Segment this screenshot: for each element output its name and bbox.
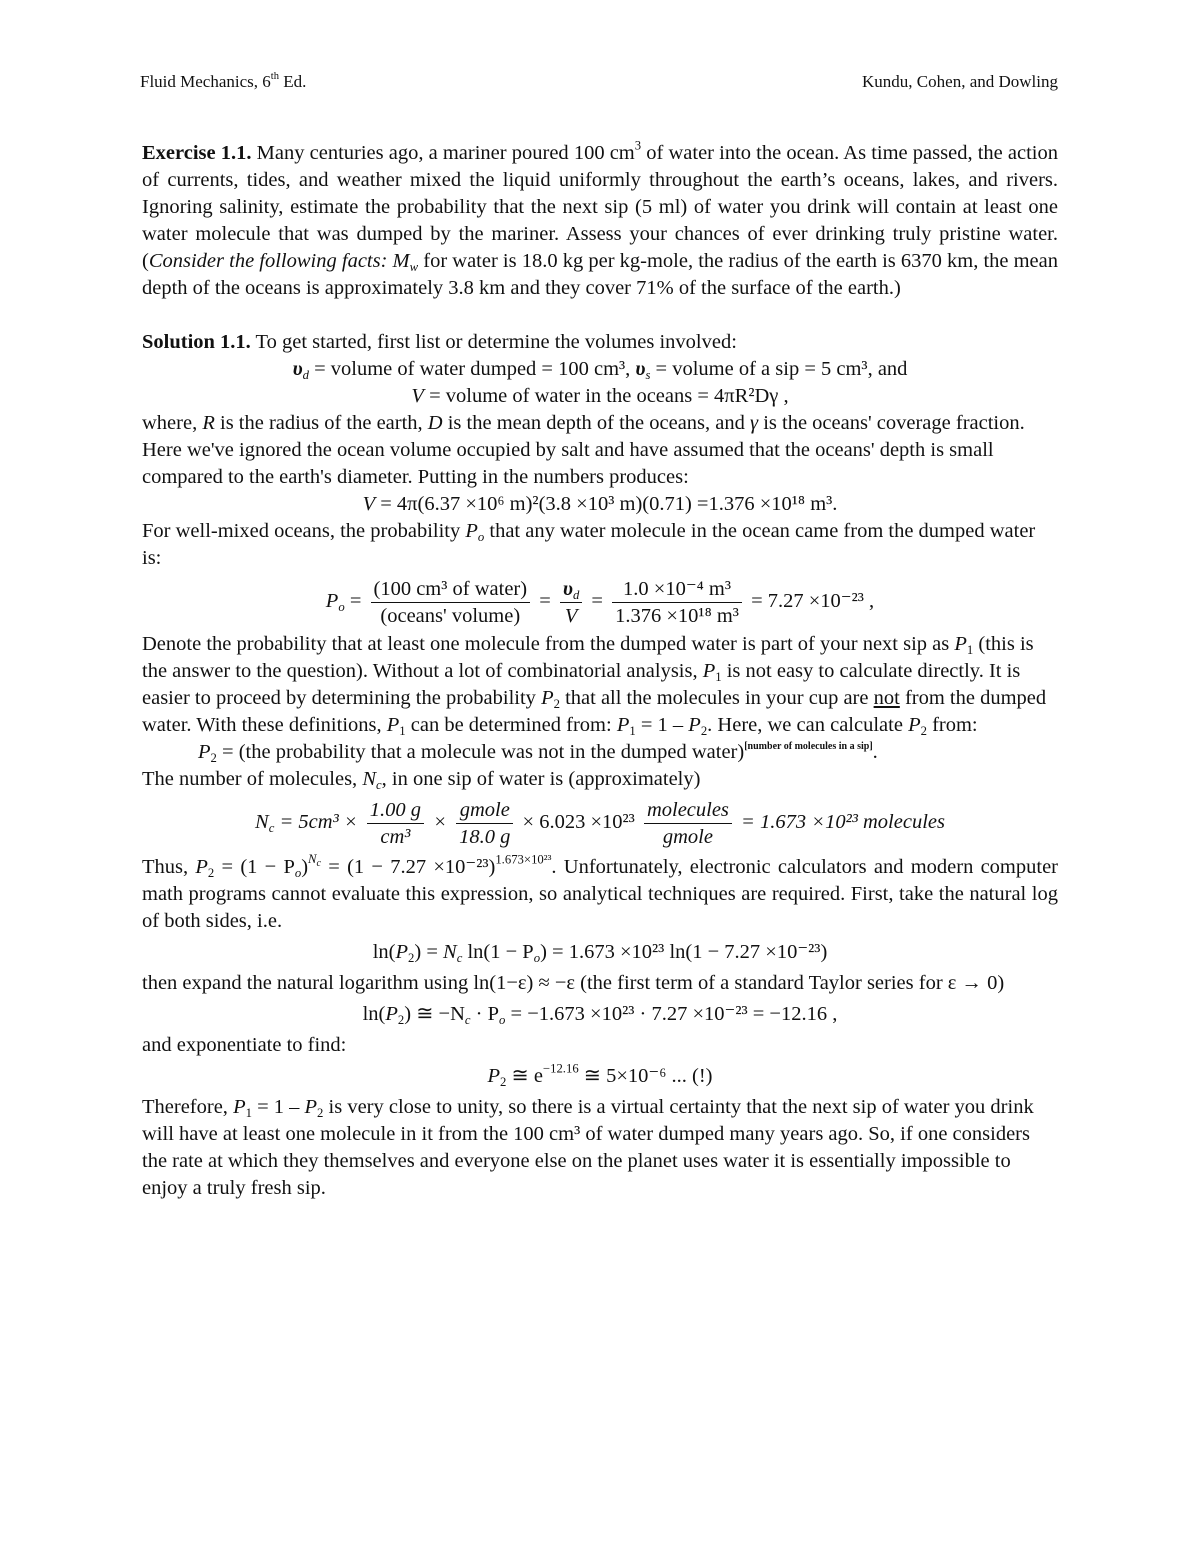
where-paragraph: where, R is the radius of the earth, D is the mean depth of the oceans, and γ is the oceans' coverage fraction. Here we've ignored the ocean volume occupied by salt and have assumed that the oceans' depth is small compared to the earth's diameter. Putting in the numbers produces:	[142, 412, 1025, 488]
equation-p2-definition: $P_2 = (the$ probability that a molecule was not in the dumped water)[number of molecules in a sip].	[198, 741, 878, 765]
equation-p2-result: $P_2$ ≅ $e^{-12.16}$ ≅ 5×10⁻⁶ ... (!)	[487, 1061, 713, 1089]
equation-ocean-volume: V = 4π(6.37 ×10⁶ m)²(3.8 ×10³ m)(0.71) =1.376 ×10¹⁸ m³.	[362, 493, 838, 515]
document-body	[142, 140, 1058, 1202]
equation-ln-p2: $\ln(P_2) = N_c$ $\ln(1 - P_o) = 1.673 \times 10^{23}$ ln(1 − 7.27 ×10⁻²³)	[372, 941, 828, 965]
thus-paragraph: Thus, $P_2 = (1 - P_o)^{N_c} = (1 - 7.27 \times 10^{-23})^{1.673\times 10^{23}}$. Unfortunately, electronic calculators and modern computer math programs cannot evaluate this expression, so analytical techniques are required. First, take the natural log of both sides, i.e.	[142, 852, 1059, 932]
molecule-count-intro: The number of molecules, $N_c$, in one sip of water is (approximately)	[142, 768, 701, 792]
solution-label: Solution 1.1.	[142, 331, 251, 353]
denote-paragraph: Denote the probability that at least one molecule from the dumped water is part of your next sip as $P_1$ (this is the answer to the question). Without a lot of combinatorial analysis, $P_1$ is not easy to calculate directly. It is easier to proceed by determining the probability $P_2$ that all the molecules in your cup are not from the dumped water. With these definitions, $P_1$ can be determined from: $P_1 = 1 - P_2$. Here, we can calculate $P_2$ from:	[142, 633, 1047, 738]
equation-molecule-count: $N_c = 5cm^3$ × $\frac{1.00 g}{\text{cm³}}$ × $\frac{\text{gmole}}{18.0 g}$ × 6.023 ×10²³ $\frac{\text{molecules}}{\text{gmole}}$ = 1.673 ×10²³ molecules	[255, 799, 945, 848]
exponentiate-line: and exponentiate to find:	[142, 1034, 347, 1056]
header-authors: Kundu, Cohen, and Dowling	[862, 72, 1058, 91]
well-mixed-paragraph: For well-mixed oceans, the probability $P_o$ that any water molecule in the ocean came from the dumped water is:	[142, 520, 1036, 569]
solution-intro: Solution 1.1. To get started, first list or determine the volumes involved:	[142, 331, 737, 353]
volume-definitions: $\upsilon_d$ = volume of water dumped = 100 cm³, $\upsilon_s$ = volume of a sip = 5 cm³, and	[292, 358, 908, 382]
exercise-label: Exercise 1.1.	[142, 142, 252, 164]
expand-paragraph: then expand the natural logarithm using ln(1−ε) ≈ −ε (the first term of a standard Taylor series for ε → 0)	[142, 972, 1005, 994]
equation-probability-po: $P_o$ = $\frac{\text{(100 cm³ of water)}}{\text{(oceans' volume)}}$ = $\frac{\upsilon_d}{V}$ = $\frac{\text{1.0 ×10⁻⁴ m³}}{\text{1.376 ×10¹⁸ m³}}$ = 7.27 ×10⁻²³ ,	[325, 578, 875, 627]
exercise-paragraph: Exercise 1.1. Many centuries ago, a mariner poured 100 $cm^3$ of water into the ocean. As time passed, the action of currents, tides, and weather mixed the liquid uniformly throughout the earth’s oceans, lakes, and rivers. Ignoring salinity, estimate the probability that the next sip (5 ml) of water you drink will contain at least one water molecule that was dumped by the mariner. Assess your chances of ever drinking truly pristine water. (Consider the following facts: $M_w$ for water is 18.0 kg per kg-mole, the radius of the earth is 6370 km, the mean depth of the oceans is approximately 3.8 km and they cover 71% of the surface of the earth.)	[142, 138, 1059, 299]
header-title: Fluid Mechanics, 6th Ed.	[140, 71, 307, 91]
conclusion-paragraph: Therefore, $P_1 = 1 - P_2$ is very close to unity, so there is a virtual certainty that the next sip of water you drink will have at least one molecule in it from the 100 cm³ of water dumped many years ago. So, if one considers the rate at which they themselves and everyone else on the planet uses water it is essentially impossible to enjoy a truly fresh sip.	[142, 1096, 1034, 1199]
ocean-volume-definition: V = volume of water in the oceans = 4πR²Dγ ,	[411, 385, 789, 407]
equation-ln-approx: $\ln(P_2)$ ≅ $-N_c \cdot P_o = -1.673 \times 10^{23} \cdot 7.27 \times 10^{-23} = -12.16$ ,	[362, 1003, 838, 1027]
